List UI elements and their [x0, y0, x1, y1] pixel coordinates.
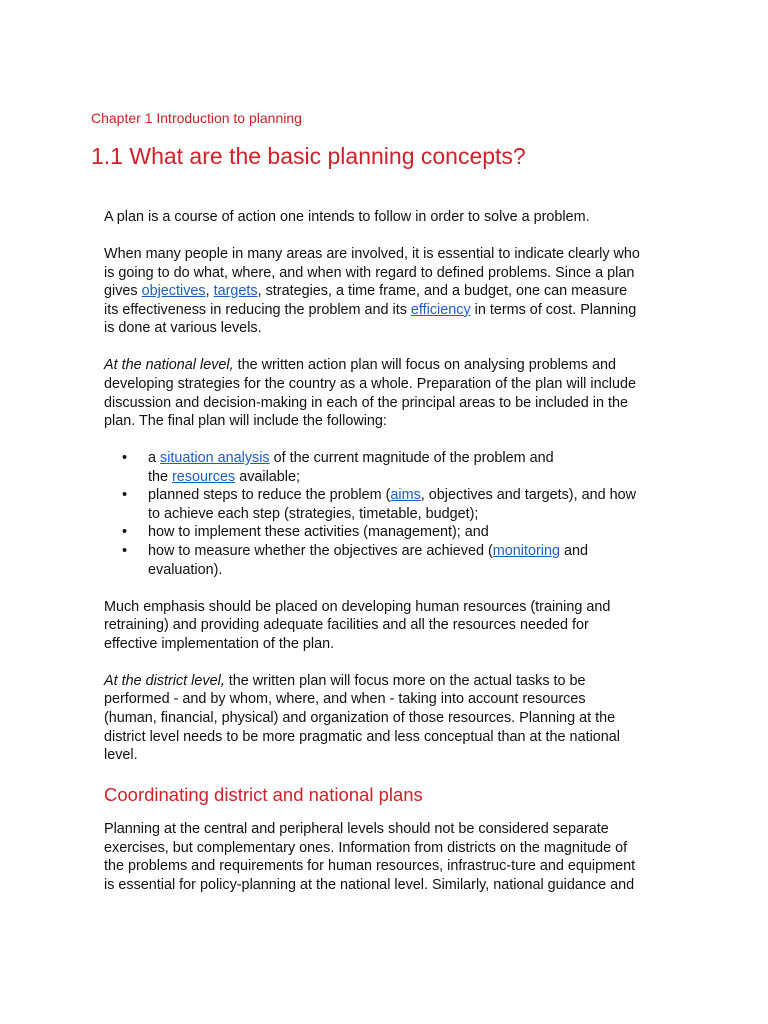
paragraph-human-resources: Much emphasis should be placed on developing human resources (training and retraining) and providing adequate facilities and all the resources needed for effective implementation of the plan. [104, 598, 611, 652]
bullet-icon: • [122, 450, 128, 467]
link-objectives[interactable]: objectives [141, 283, 206, 300]
bullet-icon: • [122, 543, 128, 560]
document-body [104, 208, 664, 913]
paragraph-national-level: At the national level, the written action plan will focus on analysing problems and developing strategies for the country as a whole. Preparation of the plan will include discussion and decision-making in each of the principal areas to be included in the plan. The final plan will include the following: [104, 357, 636, 430]
bullet-icon: • [122, 524, 128, 541]
link-efficiency[interactable]: efficiency [410, 301, 471, 318]
chapter-label: Chapter 1 Introduction to planning [91, 110, 302, 126]
section-heading: Coordinating district and national plans [104, 784, 423, 806]
paragraph-plan-definition: A plan is a course of action one intends to follow in order to solve a problem. [104, 209, 590, 225]
list-item: • planned steps to reduce the problem (aims, objectives and targets), and how to achieve each step (strategies, timetable, budget); [122, 487, 636, 522]
district-level-italic: At the district level, [104, 672, 225, 689]
link-aims[interactable]: aims [390, 487, 421, 504]
link-situation-analysis[interactable]: situation analysis [160, 450, 270, 467]
link-monitoring[interactable]: monitoring [492, 543, 560, 560]
paragraph-many-people: When many people in many areas are involved, it is essential to indicate clearly who is going to do what, where, and when with regard to defined problems. Since a plan gives objectives, targets, strategies, a time frame, and a budget, one can measure its effectiveness in reducing the problem and its efficiency in terms of cost. Planning is done at various levels. [104, 245, 640, 337]
link-targets[interactable]: targets [213, 283, 258, 300]
list-item: • a situation analysis of the current magnitude of the problem and the resources available; [122, 450, 554, 485]
paragraph-coordinating: Planning at the central and peripheral levels should not be considered separate exercises, but complementary ones. Information from districts on the magnitude of the problems and requirements for human resources, infrastruc-ture and equipment is essential for policy-planning at the national level. Similarly, national guidance and [104, 821, 636, 893]
list-item: • how to implement these activities (management); and [122, 524, 489, 541]
bullet-icon: • [122, 487, 128, 504]
link-resources[interactable]: resources [172, 468, 236, 485]
list-item: • how to measure whether the objectives are achieved (monitoring and evaluation). [122, 543, 588, 578]
plan-contents-list [104, 449, 664, 579]
national-level-italic: At the national level, [104, 357, 234, 374]
paragraph-district-level: At the district level, the written plan will focus more on the actual tasks to be performed - and by whom, where, and when - taking into account resources (human, financial, physical) and organization of those resources. Planning at the district level needs to be more pragmatic and less conceptual than at the national level. [104, 672, 620, 764]
page-title: 1.1 What are the basic planning concepts? [91, 143, 526, 169]
